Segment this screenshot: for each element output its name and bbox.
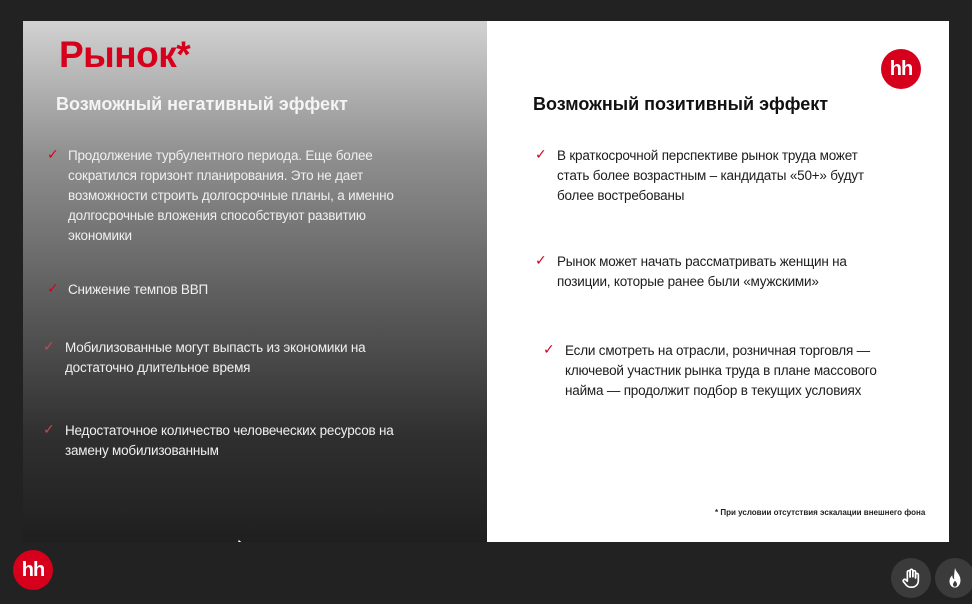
slide-title: Рынок* (59, 34, 191, 75)
negative-effect-panel (23, 21, 487, 542)
checkmark-icon: ✓ (535, 146, 547, 162)
positive-item-text: В краткосрочной перспективе рынок труда может стать более возрастным – кандидаты «50+» будут более востребованы (557, 148, 864, 203)
hand-icon (900, 567, 922, 589)
positive-effect-panel (487, 21, 949, 542)
footnote: * При условии отсутствия эскалации внешнего фона (715, 508, 926, 517)
negative-item-text: Снижение темпов ВВП (68, 282, 209, 297)
positive-item-text: Рынок может начать рассматривать женщин на позиции, которые ранее были «мужскими» (557, 254, 847, 289)
negative-item-text: Продолжение турбулентного периода. Еще более сократился горизонт планирования. Это не дает возможности строить долгосрочные планы, а именно долгосрочные вложения способствуют развитию экономики (68, 148, 394, 243)
presenter-avatar[interactable]: hh (13, 550, 53, 590)
positive-item-2 (535, 252, 857, 292)
raise-hand-button[interactable] (891, 558, 931, 598)
presentation-slide (23, 21, 949, 542)
negative-item-3 (43, 338, 375, 378)
negative-item-text: Мобилизованные могут выпасть из экономики на достаточно длительное время (65, 340, 366, 375)
positive-item-3 (543, 341, 897, 401)
checkmark-icon: ✓ (47, 280, 59, 296)
checkmark-icon: ✓ (543, 341, 555, 357)
checkmark-icon: ✓ (535, 252, 547, 268)
negative-item-4 (43, 421, 405, 461)
checkmark-icon: ✓ (43, 421, 55, 437)
reaction-button[interactable] (935, 558, 972, 598)
flame-icon (945, 567, 965, 589)
negative-item-text: Недостаточное количество человеческих ресурсов на замену мобилизованным (65, 423, 394, 458)
checkmark-icon: ✓ (43, 338, 55, 354)
positive-item-1 (535, 146, 887, 206)
positive-effect-heading: Возможный позитивный эффект (533, 94, 829, 114)
negative-item-2 (47, 280, 418, 300)
negative-effect-heading: Возможный негативный эффект (56, 94, 348, 114)
mouse-cursor-icon (238, 540, 260, 542)
negative-item-1 (47, 146, 418, 246)
hh-logo: hh (881, 49, 921, 89)
checkmark-icon: ✓ (47, 146, 59, 162)
positive-item-text: Если смотреть на отрасли, розничная торговля — ключевой участник рынка труда в плане массового найма — продолжит подбор в текущих условиях (565, 343, 877, 398)
